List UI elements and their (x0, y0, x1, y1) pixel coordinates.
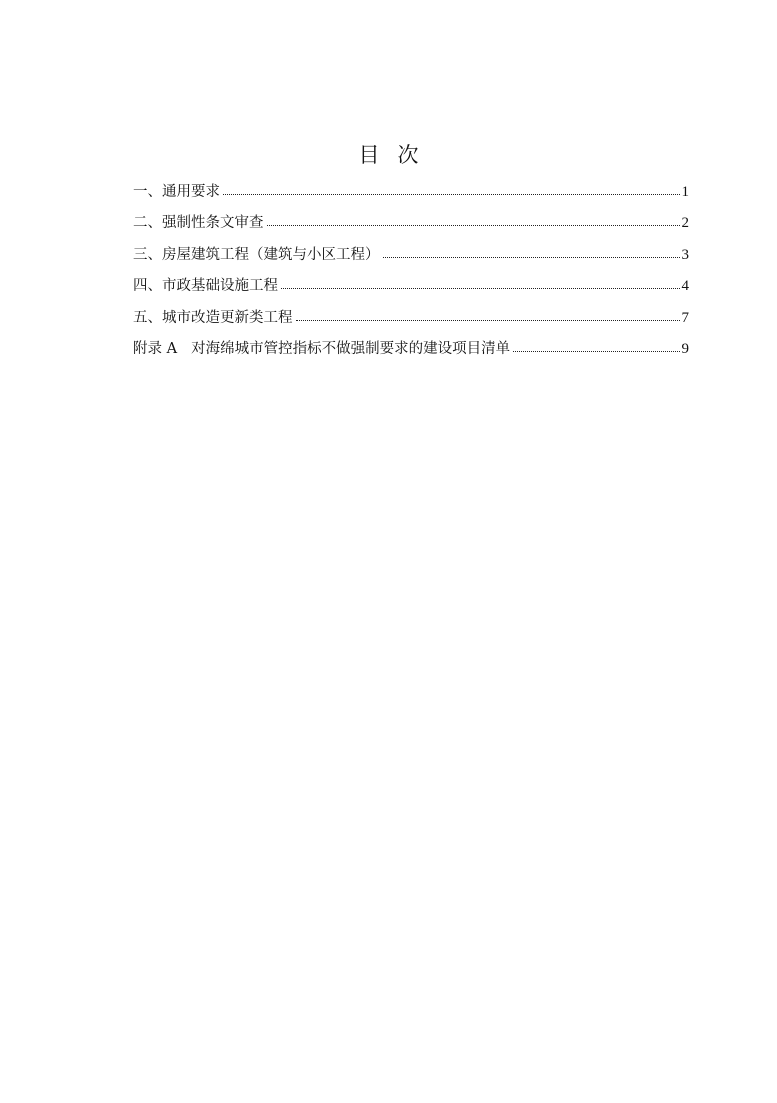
toc-dot-leader (281, 274, 680, 289)
toc-entry-label[interactable]: 五、城市改造更新类工程 (133, 309, 293, 326)
toc-heading-char-2: 次 (397, 143, 419, 167)
toc-entry-page-number[interactable]: 3 (681, 246, 689, 263)
toc-entry[interactable] (133, 306, 689, 337)
toc-dot-leader (296, 306, 680, 321)
toc-entry-label[interactable] (133, 337, 510, 361)
toc-entry[interactable] (133, 211, 689, 242)
toc-heading-char-1: 目 (358, 143, 380, 167)
toc-entry-label[interactable]: 一、通用要求 (133, 184, 220, 200)
toc-entry-page-number[interactable]: 2 (681, 215, 689, 232)
toc-dot-leader (223, 180, 680, 195)
toc-entry-label[interactable]: 四、市政基础设施工程 (133, 278, 278, 295)
appendix-title: 对海绵城市管控指标不做强制要求的建设项目清单 (191, 340, 511, 357)
toc-entry-label[interactable]: 二、强制性条文审查 (133, 215, 264, 232)
toc-entry[interactable] (133, 243, 689, 274)
toc-entry-page-number[interactable]: 4 (681, 278, 689, 295)
toc-entry-page-number[interactable]: 7 (681, 309, 689, 326)
appendix-identifier: 附录 A (133, 340, 178, 357)
toc-dot-leader (513, 337, 679, 352)
toc-list (133, 180, 689, 368)
toc-entry[interactable] (133, 180, 689, 211)
toc-entry-page-number[interactable]: 9 (681, 340, 689, 357)
toc-dot-leader (383, 243, 680, 258)
toc-entry-appendix[interactable] (133, 337, 689, 368)
toc-heading (0, 141, 777, 169)
toc-entry[interactable] (133, 274, 689, 305)
toc-entry-page-number[interactable]: 1 (681, 184, 689, 200)
toc-entry-label[interactable]: 三、房屋建筑工程（建筑与小区工程） (133, 246, 380, 263)
toc-dot-leader (267, 211, 680, 226)
